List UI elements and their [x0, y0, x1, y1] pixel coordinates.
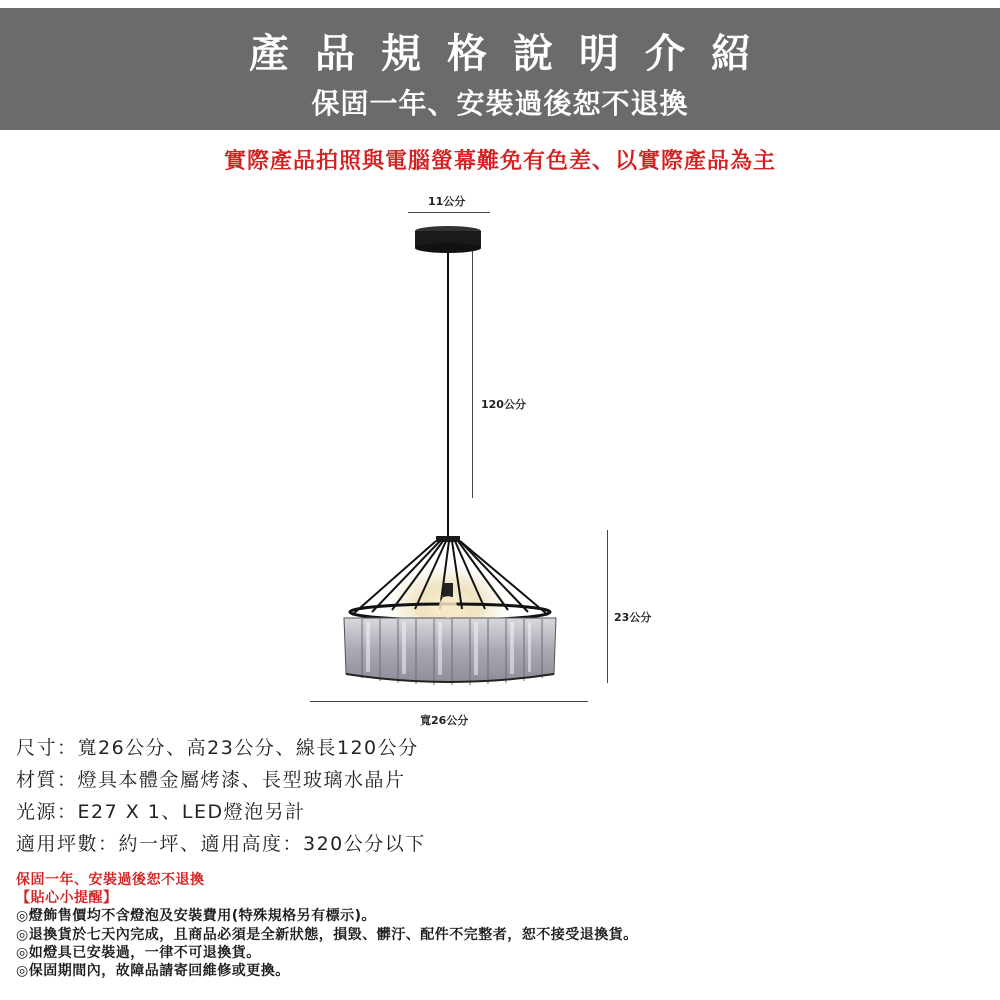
cord-dimension-label: 120公分 — [481, 398, 526, 411]
color-notice: 實際產品拍照與電腦螢幕難免有色差、以實際產品為主 — [223, 149, 776, 174]
canopy-dimension-label: 11公分 — [428, 195, 466, 208]
page-subtitle: 保固一年、安裝過後恕不退換 — [311, 87, 689, 120]
spec-coverage: 適用坪數：約一坪、適用高度：320公分以下 — [16, 833, 426, 855]
reminder-item: ◎保固期間內，故障品請寄回維修或更換。 — [16, 963, 290, 980]
spec-material: 材質：燈具本體金屬烤漆、長型玻璃水晶片 — [16, 769, 406, 791]
spec-size: 尺寸：寬26公分、高23公分、線長120公分 — [16, 737, 419, 759]
reminder-item: ◎退換貨於七天內完成，且商品必須是全新狀態，損毀、髒汙、配件不完整者，恕不接受退換貨。 — [16, 926, 638, 943]
height-dimension-label: 23公分 — [614, 611, 652, 624]
reminder-heading: 【貼心小提醒】 — [16, 890, 118, 907]
page-title: 產品規格說明介紹 — [249, 31, 777, 77]
spec-list — [16, 734, 426, 862]
width-dimension-label: 寬26公分 — [420, 714, 469, 727]
spec-light-source: 光源：E27 X 1、LED燈泡另計 — [16, 801, 306, 823]
warranty-note: 保固一年、安裝過後恕不退換 — [16, 872, 205, 888]
reminder-notes — [16, 871, 638, 980]
reminder-item: ◎如燈具已安裝過，一律不可退換貨。 — [16, 944, 261, 961]
reminder-item: ◎燈飾售價均不含燈泡及安裝費用(特殊規格另有標示)。 — [16, 908, 377, 925]
